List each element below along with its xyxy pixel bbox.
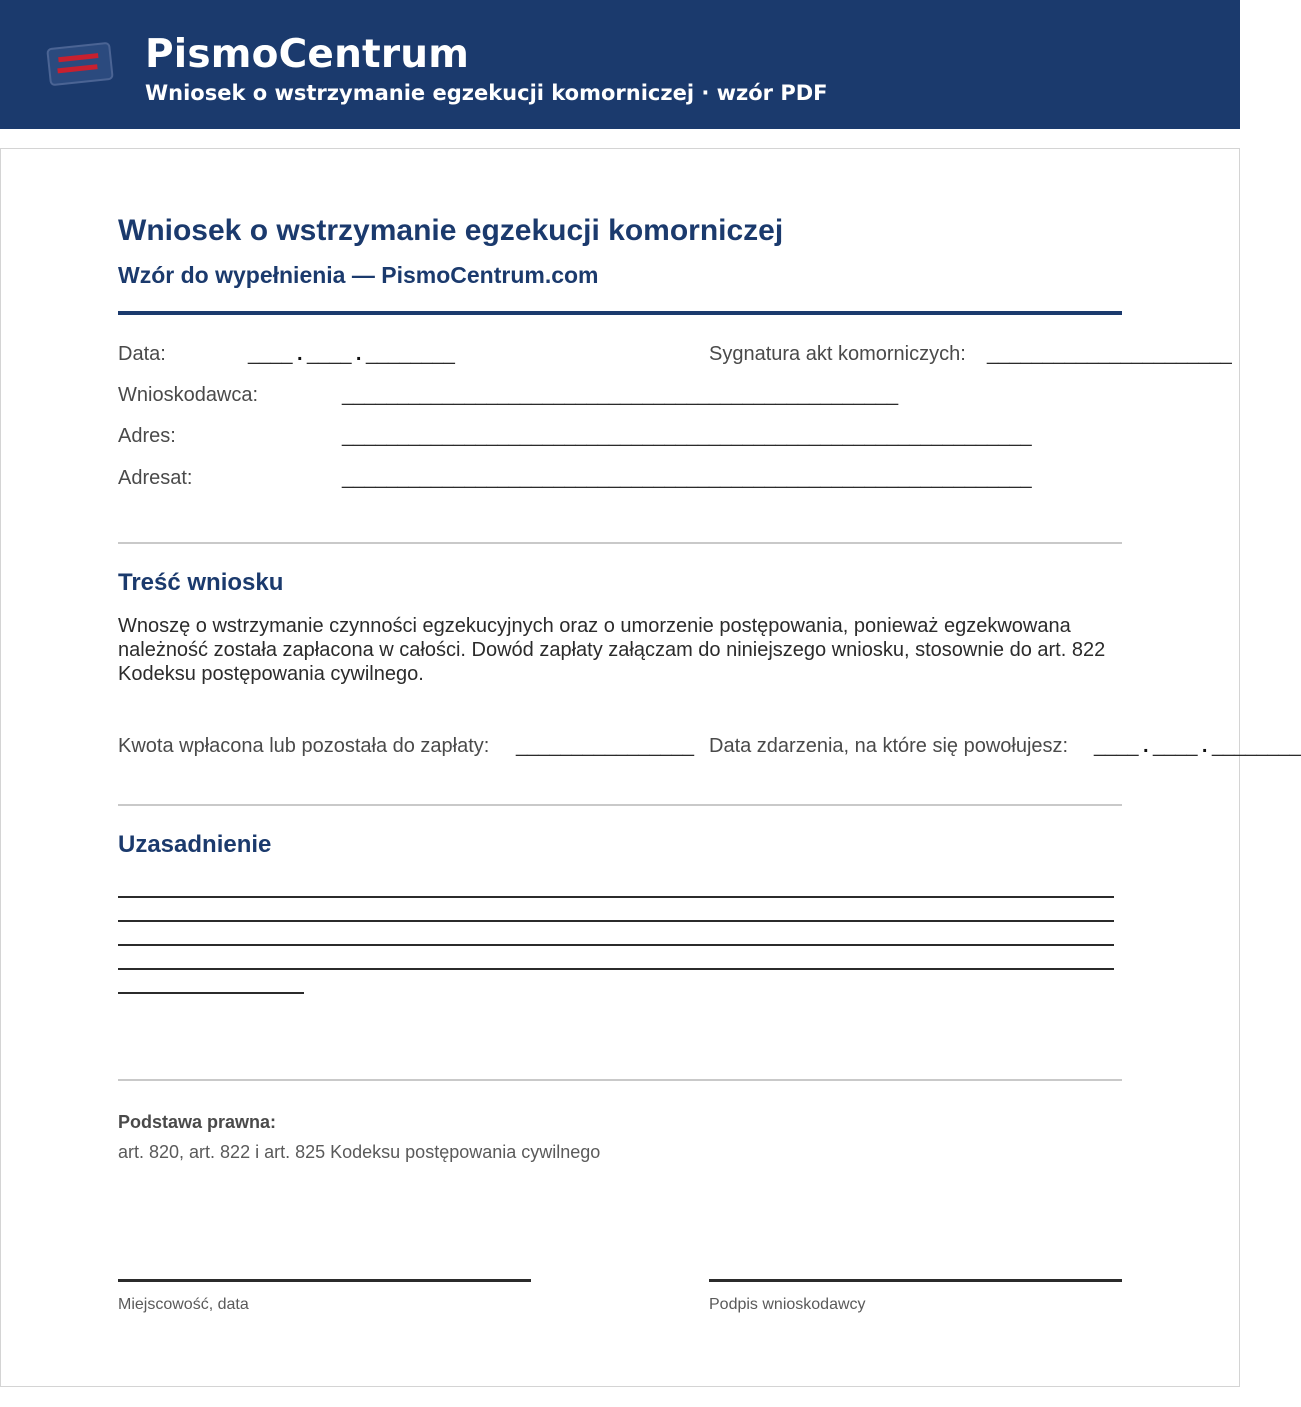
- document-stamp-icon: [45, 40, 115, 88]
- writing-line: [118, 968, 1114, 970]
- brand-name: PismoCentrum: [145, 32, 470, 77]
- event-date-label: Data zdarzenia, na które się powołujesz:: [709, 735, 1069, 757]
- title-divider: [118, 311, 1122, 315]
- section-divider: [118, 1079, 1122, 1081]
- date-year-blank: ________: [365, 343, 455, 365]
- amount-field[interactable]: ________________: [516, 735, 694, 757]
- legal-basis-text: art. 820, art. 822 i art. 825 Kodeksu postępowania cywilnego: [118, 1142, 601, 1162]
- amount-label: Kwota wpłacona lub pozostała do zapłaty:: [118, 735, 490, 757]
- place-date-caption: Miejscowość, data: [118, 1296, 249, 1313]
- date-separator: .: [296, 343, 303, 365]
- applicant-field[interactable]: __________________________________________________: [342, 384, 899, 406]
- event-date-field[interactable]: [1094, 735, 1301, 758]
- date-label: Data:: [118, 343, 166, 365]
- header-subtitle: Wniosek o wstrzymanie egzekucji komorniczej · wzór PDF: [145, 81, 828, 105]
- section-divider: [118, 542, 1122, 544]
- document-sheet: [0, 148, 1240, 1387]
- address-label: Adres:: [118, 425, 176, 447]
- event-day-blank: ____: [1094, 735, 1139, 757]
- date-separator: .: [355, 343, 362, 365]
- date-separator: .: [1201, 735, 1208, 757]
- event-year-blank: ________: [1211, 735, 1301, 757]
- content-heading: Treść wniosku: [118, 569, 284, 596]
- place-date-line[interactable]: [118, 1279, 531, 1282]
- date-separator: .: [1142, 735, 1149, 757]
- writing-line: [118, 992, 304, 994]
- event-month-blank: ____: [1152, 735, 1198, 757]
- date-month-blank: ____: [306, 343, 352, 365]
- case-signature-label: Sygnatura akt komorniczych:: [709, 343, 966, 365]
- addressee-field[interactable]: ______________________________________________________________: [342, 467, 1032, 489]
- justification-heading: Uzasadnienie: [118, 831, 272, 858]
- addressee-label: Adresat:: [118, 467, 193, 489]
- applicant-label: Wnioskodawca:: [118, 384, 259, 406]
- date-field[interactable]: [248, 343, 455, 366]
- app-header: [0, 0, 1240, 129]
- address-field[interactable]: ______________________________________________________________: [342, 425, 1032, 447]
- signature-line[interactable]: [709, 1279, 1122, 1282]
- case-signature-field[interactable]: ______________________: [987, 343, 1232, 365]
- writing-line: [118, 920, 1114, 922]
- writing-line: [118, 896, 1114, 898]
- date-day-blank: ____: [248, 343, 293, 365]
- writing-line: [118, 944, 1114, 946]
- document-title: Wniosek o wstrzymanie egzekucji komorniczej: [118, 214, 784, 247]
- legal-basis-heading: Podstawa prawna:: [118, 1112, 277, 1132]
- section-divider: [118, 804, 1122, 806]
- document-subtitle: Wzór do wypełnienia — PismoCentrum.com: [118, 262, 599, 288]
- signature-caption: Podpis wnioskodawcy: [709, 1296, 866, 1313]
- content-text: Wnoszę o wstrzymanie czynności egzekucyjnych oraz o umorzenie postępowania, ponieważ egzekwowana należność została zapłacona w całości. Dowód zapłaty załączam do niniejszego wniosku, stosownie do art. 822 Kodeksu postępowania cywilnego.: [118, 615, 1106, 685]
